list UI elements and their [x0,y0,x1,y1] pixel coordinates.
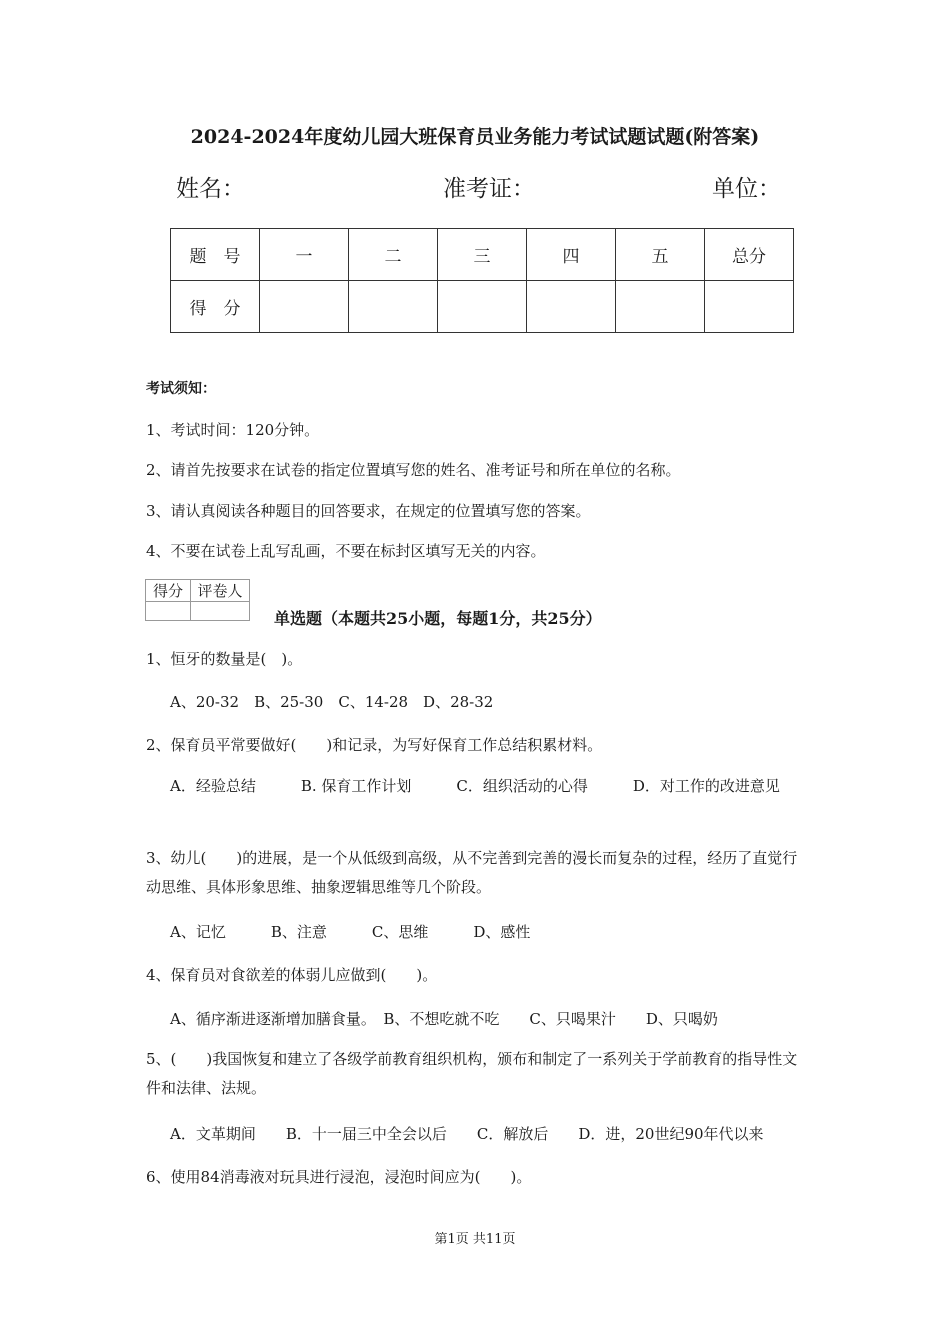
score-cell[interactable] [349,281,438,333]
score-header-cell: 四 [527,229,616,281]
notice-item: 2、请首先按要求在试卷的指定位置填写您的姓名、准考证号和所在单位的名称。 [146,461,681,479]
question-1-options: A、20-32 B、25-30 C、14-28 D、28-32 [170,693,494,711]
score-table [170,228,794,333]
notice-item: 3、请认真阅读各种题目的回答要求，在规定的位置填写您的答案。 [146,502,591,520]
grader-score-label: 得分 [146,580,191,602]
score-cell[interactable] [616,281,705,333]
score-cell[interactable] [705,281,794,333]
page-title: 2024-2024年度幼儿园大班保育员业务能力考试试题试题(附答案) [190,126,760,148]
score-header-cell: 题 号 [171,229,260,281]
notice-item: 1、考试时间：120分钟。 [146,421,320,439]
score-header-cell: 一 [260,229,349,281]
question-3: 3、幼儿( )的进展，是一个从低级到高级，从不完善到完善的漫长而复杂的过程，经历了直觉行动思维、具体形象思维、抽象逻辑思维等几个阶段。 [146,849,798,896]
page-footer: 第1页 共11页 [434,1232,516,1247]
question-6: 6、使用84消毒液对玩具进行浸泡，浸泡时间应为( )。 [146,1168,532,1186]
score-cell[interactable] [527,281,616,333]
notice-title: 考试须知： [146,381,216,397]
notice-item: 4、不要在试卷上乱写乱画，不要在标封区填写无关的内容。 [146,542,546,560]
score-cell[interactable] [260,281,349,333]
question-1: 1、恒牙的数量是( )。 [146,650,303,668]
grader-score-cell[interactable] [146,602,191,621]
section-title: 单选题（本题共25小题，每题1分，共25分） [274,609,602,628]
exam-id-label: 准考证： [443,176,535,202]
score-header-cell: 五 [616,229,705,281]
grader-table [145,579,250,621]
question-4: 4、保育员对食欲差的体弱儿应做到( )。 [146,966,438,984]
score-header-cell: 三 [438,229,527,281]
question-3-options: A、记忆 B、注意 C、思维 D、感性 [170,923,531,941]
name-label: 姓名： [176,176,245,202]
question-4-options: A、循序渐进逐渐增加膳食量。 B、不想吃就不吃 C、只喝果汁 D、只喝奶 [170,1010,718,1028]
score-row-label: 得 分 [171,281,260,333]
score-table-header-row [171,229,794,281]
grader-name-cell[interactable] [191,602,250,621]
unit-label: 单位： [712,176,781,202]
question-5: 5、( )我国恢复和建立了各级学前教育组织机构，颁布和制定了一系列关于学前教育的指导性文件和法律、法规。 [146,1050,798,1097]
question-2-options: A．经验总结 B. 保育工作计划 C．组织活动的心得 D．对工作的改进意见 [170,777,780,795]
question-2: 2、保育员平常要做好( )和记录，为写好保育工作总结积累材料。 [146,736,603,754]
score-header-cell: 总分 [705,229,794,281]
score-cell[interactable] [438,281,527,333]
question-5-options: A．文革期间 B．十一届三中全会以后 C．解放后 D．进，20世纪90年代以来 [170,1125,764,1143]
grader-name-label: 评卷人 [191,580,250,602]
score-header-cell: 二 [349,229,438,281]
score-table-score-row [171,281,794,333]
